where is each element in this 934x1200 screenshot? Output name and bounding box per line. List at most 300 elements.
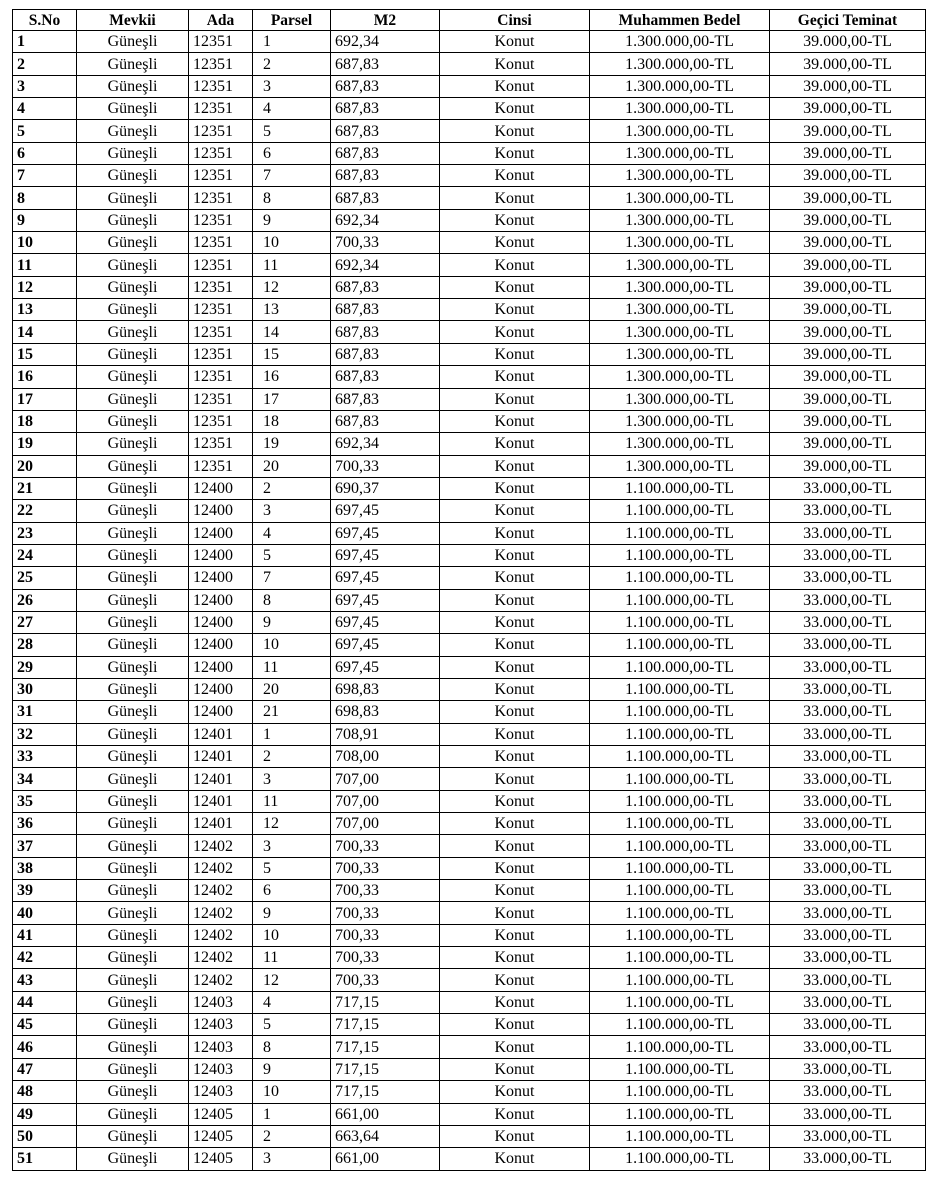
cell-sno: 39 bbox=[13, 880, 77, 902]
cell-ada: 12402 bbox=[189, 902, 253, 924]
cell-gecici-teminat: 33.000,00-TL bbox=[770, 589, 926, 611]
cell-m2: 700,33 bbox=[331, 947, 440, 969]
cell-ada: 12351 bbox=[189, 31, 253, 53]
cell-ada: 12403 bbox=[189, 1081, 253, 1103]
table-row bbox=[13, 120, 926, 142]
cell-cinsi: Konut bbox=[440, 656, 590, 678]
cell-muhammen-bedel: 1.100.000,00-TL bbox=[590, 746, 770, 768]
cell-m2: 700,33 bbox=[331, 455, 440, 477]
cell-m2: 687,83 bbox=[331, 299, 440, 321]
cell-parsel: 9 bbox=[253, 902, 331, 924]
cell-mevkii: Güneşli bbox=[77, 1125, 189, 1147]
cell-sno: 50 bbox=[13, 1125, 77, 1147]
table-row bbox=[13, 1103, 926, 1125]
table-row bbox=[13, 1058, 926, 1080]
cell-ada: 12400 bbox=[189, 567, 253, 589]
table-row bbox=[13, 254, 926, 276]
cell-cinsi: Konut bbox=[440, 410, 590, 432]
cell-gecici-teminat: 33.000,00-TL bbox=[770, 634, 926, 656]
cell-gecici-teminat: 33.000,00-TL bbox=[770, 567, 926, 589]
cell-ada: 12351 bbox=[189, 232, 253, 254]
table-row bbox=[13, 723, 926, 745]
header-ada: Ada bbox=[189, 10, 253, 31]
table-row bbox=[13, 410, 926, 432]
table-row bbox=[13, 142, 926, 164]
cell-cinsi: Konut bbox=[440, 187, 590, 209]
table-body bbox=[13, 31, 926, 1171]
cell-cinsi: Konut bbox=[440, 477, 590, 499]
table-row bbox=[13, 656, 926, 678]
table-row bbox=[13, 880, 926, 902]
cell-muhammen-bedel: 1.100.000,00-TL bbox=[590, 835, 770, 857]
cell-sno: 23 bbox=[13, 522, 77, 544]
cell-ada: 12351 bbox=[189, 254, 253, 276]
cell-ada: 12403 bbox=[189, 991, 253, 1013]
cell-m2: 690,37 bbox=[331, 477, 440, 499]
cell-muhammen-bedel: 1.100.000,00-TL bbox=[590, 857, 770, 879]
cell-ada: 12403 bbox=[189, 1014, 253, 1036]
cell-sno: 34 bbox=[13, 768, 77, 790]
table-row bbox=[13, 589, 926, 611]
cell-ada: 12351 bbox=[189, 366, 253, 388]
cell-gecici-teminat: 33.000,00-TL bbox=[770, 1125, 926, 1147]
cell-sno: 14 bbox=[13, 321, 77, 343]
cell-ada: 12402 bbox=[189, 835, 253, 857]
cell-m2: 692,34 bbox=[331, 209, 440, 231]
cell-cinsi: Konut bbox=[440, 321, 590, 343]
cell-m2: 697,45 bbox=[331, 634, 440, 656]
cell-mevkii: Güneşli bbox=[77, 1036, 189, 1058]
cell-sno: 35 bbox=[13, 790, 77, 812]
cell-m2: 717,15 bbox=[331, 1036, 440, 1058]
cell-mevkii: Güneşli bbox=[77, 366, 189, 388]
cell-cinsi: Konut bbox=[440, 1081, 590, 1103]
cell-cinsi: Konut bbox=[440, 343, 590, 365]
cell-muhammen-bedel: 1.100.000,00-TL bbox=[590, 544, 770, 566]
cell-sno: 45 bbox=[13, 1014, 77, 1036]
cell-m2: 687,83 bbox=[331, 388, 440, 410]
cell-parsel: 16 bbox=[253, 366, 331, 388]
cell-gecici-teminat: 33.000,00-TL bbox=[770, 991, 926, 1013]
cell-muhammen-bedel: 1.100.000,00-TL bbox=[590, 522, 770, 544]
cell-parsel: 12 bbox=[253, 813, 331, 835]
cell-gecici-teminat: 33.000,00-TL bbox=[770, 857, 926, 879]
cell-ada: 12400 bbox=[189, 477, 253, 499]
cell-parsel: 10 bbox=[253, 232, 331, 254]
cell-muhammen-bedel: 1.100.000,00-TL bbox=[590, 947, 770, 969]
cell-m2: 687,83 bbox=[331, 120, 440, 142]
table-row bbox=[13, 433, 926, 455]
cell-cinsi: Konut bbox=[440, 544, 590, 566]
cell-cinsi: Konut bbox=[440, 388, 590, 410]
cell-gecici-teminat: 39.000,00-TL bbox=[770, 388, 926, 410]
table-row bbox=[13, 276, 926, 298]
cell-parsel: 6 bbox=[253, 142, 331, 164]
cell-mevkii: Güneşli bbox=[77, 1014, 189, 1036]
table-row bbox=[13, 232, 926, 254]
header-sno: S.No bbox=[13, 10, 77, 31]
cell-muhammen-bedel: 1.100.000,00-TL bbox=[590, 477, 770, 499]
cell-cinsi: Konut bbox=[440, 276, 590, 298]
cell-m2: 697,45 bbox=[331, 589, 440, 611]
cell-gecici-teminat: 39.000,00-TL bbox=[770, 187, 926, 209]
cell-parsel: 2 bbox=[253, 53, 331, 75]
cell-gecici-teminat: 33.000,00-TL bbox=[770, 1014, 926, 1036]
cell-m2: 717,15 bbox=[331, 1058, 440, 1080]
cell-gecici-teminat: 39.000,00-TL bbox=[770, 98, 926, 120]
cell-ada: 12351 bbox=[189, 388, 253, 410]
cell-parsel: 3 bbox=[253, 835, 331, 857]
cell-sno: 15 bbox=[13, 343, 77, 365]
cell-cinsi: Konut bbox=[440, 634, 590, 656]
cell-gecici-teminat: 33.000,00-TL bbox=[770, 768, 926, 790]
cell-parsel: 5 bbox=[253, 1014, 331, 1036]
cell-muhammen-bedel: 1.100.000,00-TL bbox=[590, 701, 770, 723]
cell-mevkii: Güneşli bbox=[77, 880, 189, 902]
cell-ada: 12401 bbox=[189, 746, 253, 768]
cell-muhammen-bedel: 1.300.000,00-TL bbox=[590, 31, 770, 53]
table-row bbox=[13, 1014, 926, 1036]
cell-ada: 12400 bbox=[189, 611, 253, 633]
cell-parsel: 20 bbox=[253, 455, 331, 477]
cell-parsel: 5 bbox=[253, 544, 331, 566]
cell-sno: 25 bbox=[13, 567, 77, 589]
cell-parsel: 11 bbox=[253, 254, 331, 276]
cell-parsel: 12 bbox=[253, 969, 331, 991]
cell-mevkii: Güneşli bbox=[77, 232, 189, 254]
cell-m2: 700,33 bbox=[331, 857, 440, 879]
cell-muhammen-bedel: 1.100.000,00-TL bbox=[590, 991, 770, 1013]
cell-mevkii: Güneşli bbox=[77, 209, 189, 231]
cell-muhammen-bedel: 1.300.000,00-TL bbox=[590, 53, 770, 75]
cell-gecici-teminat: 33.000,00-TL bbox=[770, 813, 926, 835]
cell-gecici-teminat: 33.000,00-TL bbox=[770, 656, 926, 678]
cell-m2: 697,45 bbox=[331, 544, 440, 566]
cell-ada: 12405 bbox=[189, 1103, 253, 1125]
cell-mevkii: Güneşli bbox=[77, 991, 189, 1013]
cell-parsel: 3 bbox=[253, 1148, 331, 1170]
cell-muhammen-bedel: 1.100.000,00-TL bbox=[590, 768, 770, 790]
cell-m2: 692,34 bbox=[331, 31, 440, 53]
cell-mevkii: Güneşli bbox=[77, 1058, 189, 1080]
cell-m2: 700,33 bbox=[331, 902, 440, 924]
cell-parsel: 7 bbox=[253, 567, 331, 589]
cell-gecici-teminat: 39.000,00-TL bbox=[770, 366, 926, 388]
cell-gecici-teminat: 39.000,00-TL bbox=[770, 433, 926, 455]
table-header-row bbox=[13, 10, 926, 31]
cell-sno: 51 bbox=[13, 1148, 77, 1170]
cell-mevkii: Güneşli bbox=[77, 969, 189, 991]
cell-mevkii: Güneşli bbox=[77, 500, 189, 522]
cell-mevkii: Güneşli bbox=[77, 142, 189, 164]
cell-parsel: 2 bbox=[253, 477, 331, 499]
table-row bbox=[13, 567, 926, 589]
cell-sno: 47 bbox=[13, 1058, 77, 1080]
document-page bbox=[12, 0, 925, 1171]
cell-muhammen-bedel: 1.300.000,00-TL bbox=[590, 410, 770, 432]
cell-ada: 12351 bbox=[189, 142, 253, 164]
cell-ada: 12351 bbox=[189, 165, 253, 187]
cell-parsel: 13 bbox=[253, 299, 331, 321]
cell-mevkii: Güneşli bbox=[77, 656, 189, 678]
cell-sno: 16 bbox=[13, 366, 77, 388]
cell-gecici-teminat: 33.000,00-TL bbox=[770, 969, 926, 991]
cell-muhammen-bedel: 1.300.000,00-TL bbox=[590, 366, 770, 388]
cell-parsel: 14 bbox=[253, 321, 331, 343]
header-cinsi: Cinsi bbox=[440, 10, 590, 31]
table-row bbox=[13, 75, 926, 97]
cell-cinsi: Konut bbox=[440, 31, 590, 53]
cell-ada: 12351 bbox=[189, 410, 253, 432]
cell-gecici-teminat: 33.000,00-TL bbox=[770, 544, 926, 566]
cell-ada: 12400 bbox=[189, 634, 253, 656]
cell-parsel: 11 bbox=[253, 947, 331, 969]
cell-sno: 8 bbox=[13, 187, 77, 209]
cell-mevkii: Güneşli bbox=[77, 388, 189, 410]
cell-m2: 661,00 bbox=[331, 1148, 440, 1170]
cell-m2: 698,83 bbox=[331, 678, 440, 700]
cell-ada: 12405 bbox=[189, 1148, 253, 1170]
table-row bbox=[13, 98, 926, 120]
cell-gecici-teminat: 39.000,00-TL bbox=[770, 53, 926, 75]
cell-m2: 663,64 bbox=[331, 1125, 440, 1147]
cell-ada: 12351 bbox=[189, 299, 253, 321]
cell-cinsi: Konut bbox=[440, 98, 590, 120]
cell-sno: 48 bbox=[13, 1081, 77, 1103]
cell-muhammen-bedel: 1.300.000,00-TL bbox=[590, 321, 770, 343]
table-row bbox=[13, 813, 926, 835]
table-row bbox=[13, 1148, 926, 1170]
cell-gecici-teminat: 39.000,00-TL bbox=[770, 455, 926, 477]
cell-mevkii: Güneşli bbox=[77, 455, 189, 477]
table-row bbox=[13, 902, 926, 924]
cell-sno: 6 bbox=[13, 142, 77, 164]
cell-sno: 4 bbox=[13, 98, 77, 120]
cell-cinsi: Konut bbox=[440, 991, 590, 1013]
cell-m2: 687,83 bbox=[331, 187, 440, 209]
cell-ada: 12351 bbox=[189, 321, 253, 343]
cell-cinsi: Konut bbox=[440, 299, 590, 321]
header-m2: M2 bbox=[331, 10, 440, 31]
cell-ada: 12400 bbox=[189, 589, 253, 611]
cell-parsel: 18 bbox=[253, 410, 331, 432]
cell-parsel: 12 bbox=[253, 276, 331, 298]
cell-cinsi: Konut bbox=[440, 209, 590, 231]
cell-parsel: 11 bbox=[253, 790, 331, 812]
cell-parsel: 10 bbox=[253, 924, 331, 946]
cell-m2: 661,00 bbox=[331, 1103, 440, 1125]
cell-parsel: 20 bbox=[253, 678, 331, 700]
cell-sno: 18 bbox=[13, 410, 77, 432]
cell-parsel: 9 bbox=[253, 611, 331, 633]
cell-m2: 687,83 bbox=[331, 142, 440, 164]
cell-m2: 700,33 bbox=[331, 880, 440, 902]
table-row bbox=[13, 611, 926, 633]
cell-mevkii: Güneşli bbox=[77, 343, 189, 365]
cell-muhammen-bedel: 1.100.000,00-TL bbox=[590, 611, 770, 633]
table-row bbox=[13, 701, 926, 723]
cell-muhammen-bedel: 1.100.000,00-TL bbox=[590, 1036, 770, 1058]
cell-cinsi: Konut bbox=[440, 589, 590, 611]
cell-ada: 12401 bbox=[189, 723, 253, 745]
table-row bbox=[13, 969, 926, 991]
cell-cinsi: Konut bbox=[440, 165, 590, 187]
cell-ada: 12400 bbox=[189, 678, 253, 700]
cell-ada: 12351 bbox=[189, 343, 253, 365]
table-row bbox=[13, 321, 926, 343]
cell-gecici-teminat: 39.000,00-TL bbox=[770, 321, 926, 343]
table-row bbox=[13, 634, 926, 656]
cell-cinsi: Konut bbox=[440, 1036, 590, 1058]
cell-m2: 687,83 bbox=[331, 410, 440, 432]
cell-sno: 9 bbox=[13, 209, 77, 231]
cell-muhammen-bedel: 1.300.000,00-TL bbox=[590, 209, 770, 231]
cell-sno: 37 bbox=[13, 835, 77, 857]
cell-sno: 10 bbox=[13, 232, 77, 254]
table-row bbox=[13, 165, 926, 187]
table-row bbox=[13, 366, 926, 388]
cell-cinsi: Konut bbox=[440, 53, 590, 75]
cell-parsel: 21 bbox=[253, 701, 331, 723]
cell-parsel: 1 bbox=[253, 31, 331, 53]
cell-gecici-teminat: 39.000,00-TL bbox=[770, 299, 926, 321]
cell-cinsi: Konut bbox=[440, 455, 590, 477]
cell-sno: 2 bbox=[13, 53, 77, 75]
cell-gecici-teminat: 39.000,00-TL bbox=[770, 276, 926, 298]
cell-cinsi: Konut bbox=[440, 611, 590, 633]
cell-muhammen-bedel: 1.100.000,00-TL bbox=[590, 634, 770, 656]
cell-muhammen-bedel: 1.100.000,00-TL bbox=[590, 656, 770, 678]
table-row bbox=[13, 477, 926, 499]
table-row bbox=[13, 1081, 926, 1103]
cell-cinsi: Konut bbox=[440, 1148, 590, 1170]
cell-muhammen-bedel: 1.100.000,00-TL bbox=[590, 790, 770, 812]
cell-cinsi: Konut bbox=[440, 75, 590, 97]
cell-ada: 12401 bbox=[189, 813, 253, 835]
table-row bbox=[13, 299, 926, 321]
cell-parsel: 6 bbox=[253, 880, 331, 902]
cell-cinsi: Konut bbox=[440, 723, 590, 745]
cell-sno: 30 bbox=[13, 678, 77, 700]
cell-mevkii: Güneşli bbox=[77, 187, 189, 209]
cell-ada: 12351 bbox=[189, 276, 253, 298]
header-muhammen-bedel: Muhammen Bedel bbox=[590, 10, 770, 31]
cell-m2: 717,15 bbox=[331, 991, 440, 1013]
cell-sno: 40 bbox=[13, 902, 77, 924]
cell-mevkii: Güneşli bbox=[77, 299, 189, 321]
cell-parsel: 3 bbox=[253, 500, 331, 522]
cell-cinsi: Konut bbox=[440, 902, 590, 924]
cell-parsel: 7 bbox=[253, 165, 331, 187]
cell-ada: 12400 bbox=[189, 656, 253, 678]
cell-gecici-teminat: 33.000,00-TL bbox=[770, 790, 926, 812]
cell-mevkii: Güneşli bbox=[77, 433, 189, 455]
cell-mevkii: Güneşli bbox=[77, 723, 189, 745]
cell-parsel: 9 bbox=[253, 209, 331, 231]
cell-ada: 12402 bbox=[189, 880, 253, 902]
cell-cinsi: Konut bbox=[440, 768, 590, 790]
cell-m2: 707,00 bbox=[331, 790, 440, 812]
cell-ada: 12405 bbox=[189, 1125, 253, 1147]
cell-gecici-teminat: 39.000,00-TL bbox=[770, 254, 926, 276]
cell-m2: 707,00 bbox=[331, 768, 440, 790]
cell-sno: 43 bbox=[13, 969, 77, 991]
cell-m2: 687,83 bbox=[331, 276, 440, 298]
cell-parsel: 4 bbox=[253, 98, 331, 120]
cell-m2: 697,45 bbox=[331, 522, 440, 544]
cell-gecici-teminat: 33.000,00-TL bbox=[770, 678, 926, 700]
cell-sno: 13 bbox=[13, 299, 77, 321]
cell-parsel: 5 bbox=[253, 857, 331, 879]
cell-sno: 24 bbox=[13, 544, 77, 566]
cell-muhammen-bedel: 1.100.000,00-TL bbox=[590, 723, 770, 745]
cell-mevkii: Güneşli bbox=[77, 31, 189, 53]
cell-cinsi: Konut bbox=[440, 1125, 590, 1147]
cell-mevkii: Güneşli bbox=[77, 53, 189, 75]
cell-cinsi: Konut bbox=[440, 142, 590, 164]
cell-cinsi: Konut bbox=[440, 880, 590, 902]
cell-parsel: 1 bbox=[253, 1103, 331, 1125]
cell-cinsi: Konut bbox=[440, 433, 590, 455]
table-row bbox=[13, 835, 926, 857]
cell-mevkii: Güneşli bbox=[77, 835, 189, 857]
cell-gecici-teminat: 33.000,00-TL bbox=[770, 1103, 926, 1125]
cell-parsel: 2 bbox=[253, 1125, 331, 1147]
cell-sno: 19 bbox=[13, 433, 77, 455]
cell-m2: 687,83 bbox=[331, 75, 440, 97]
cell-mevkii: Güneşli bbox=[77, 701, 189, 723]
cell-parsel: 11 bbox=[253, 656, 331, 678]
cell-muhammen-bedel: 1.100.000,00-TL bbox=[590, 813, 770, 835]
cell-sno: 3 bbox=[13, 75, 77, 97]
cell-mevkii: Güneşli bbox=[77, 410, 189, 432]
cell-muhammen-bedel: 1.100.000,00-TL bbox=[590, 880, 770, 902]
cell-ada: 12351 bbox=[189, 53, 253, 75]
cell-mevkii: Güneşli bbox=[77, 634, 189, 656]
header-gecici-teminat: Geçici Teminat bbox=[770, 10, 926, 31]
cell-mevkii: Güneşli bbox=[77, 589, 189, 611]
cell-muhammen-bedel: 1.300.000,00-TL bbox=[590, 165, 770, 187]
cell-mevkii: Güneşli bbox=[77, 321, 189, 343]
cell-muhammen-bedel: 1.100.000,00-TL bbox=[590, 924, 770, 946]
cell-cinsi: Konut bbox=[440, 366, 590, 388]
cell-ada: 12400 bbox=[189, 522, 253, 544]
cell-muhammen-bedel: 1.300.000,00-TL bbox=[590, 276, 770, 298]
table-row bbox=[13, 924, 926, 946]
cell-sno: 33 bbox=[13, 746, 77, 768]
cell-sno: 32 bbox=[13, 723, 77, 745]
cell-cinsi: Konut bbox=[440, 969, 590, 991]
cell-ada: 12351 bbox=[189, 209, 253, 231]
table-row bbox=[13, 768, 926, 790]
cell-cinsi: Konut bbox=[440, 500, 590, 522]
cell-gecici-teminat: 39.000,00-TL bbox=[770, 165, 926, 187]
table-row bbox=[13, 343, 926, 365]
cell-muhammen-bedel: 1.300.000,00-TL bbox=[590, 232, 770, 254]
header-parsel: Parsel bbox=[253, 10, 331, 31]
table-row bbox=[13, 544, 926, 566]
cell-ada: 12351 bbox=[189, 98, 253, 120]
cell-mevkii: Güneşli bbox=[77, 611, 189, 633]
cell-cinsi: Konut bbox=[440, 947, 590, 969]
cell-ada: 12400 bbox=[189, 500, 253, 522]
cell-gecici-teminat: 39.000,00-TL bbox=[770, 75, 926, 97]
cell-parsel: 2 bbox=[253, 746, 331, 768]
cell-parsel: 3 bbox=[253, 768, 331, 790]
cell-muhammen-bedel: 1.100.000,00-TL bbox=[590, 1014, 770, 1036]
cell-cinsi: Konut bbox=[440, 701, 590, 723]
cell-cinsi: Konut bbox=[440, 1058, 590, 1080]
